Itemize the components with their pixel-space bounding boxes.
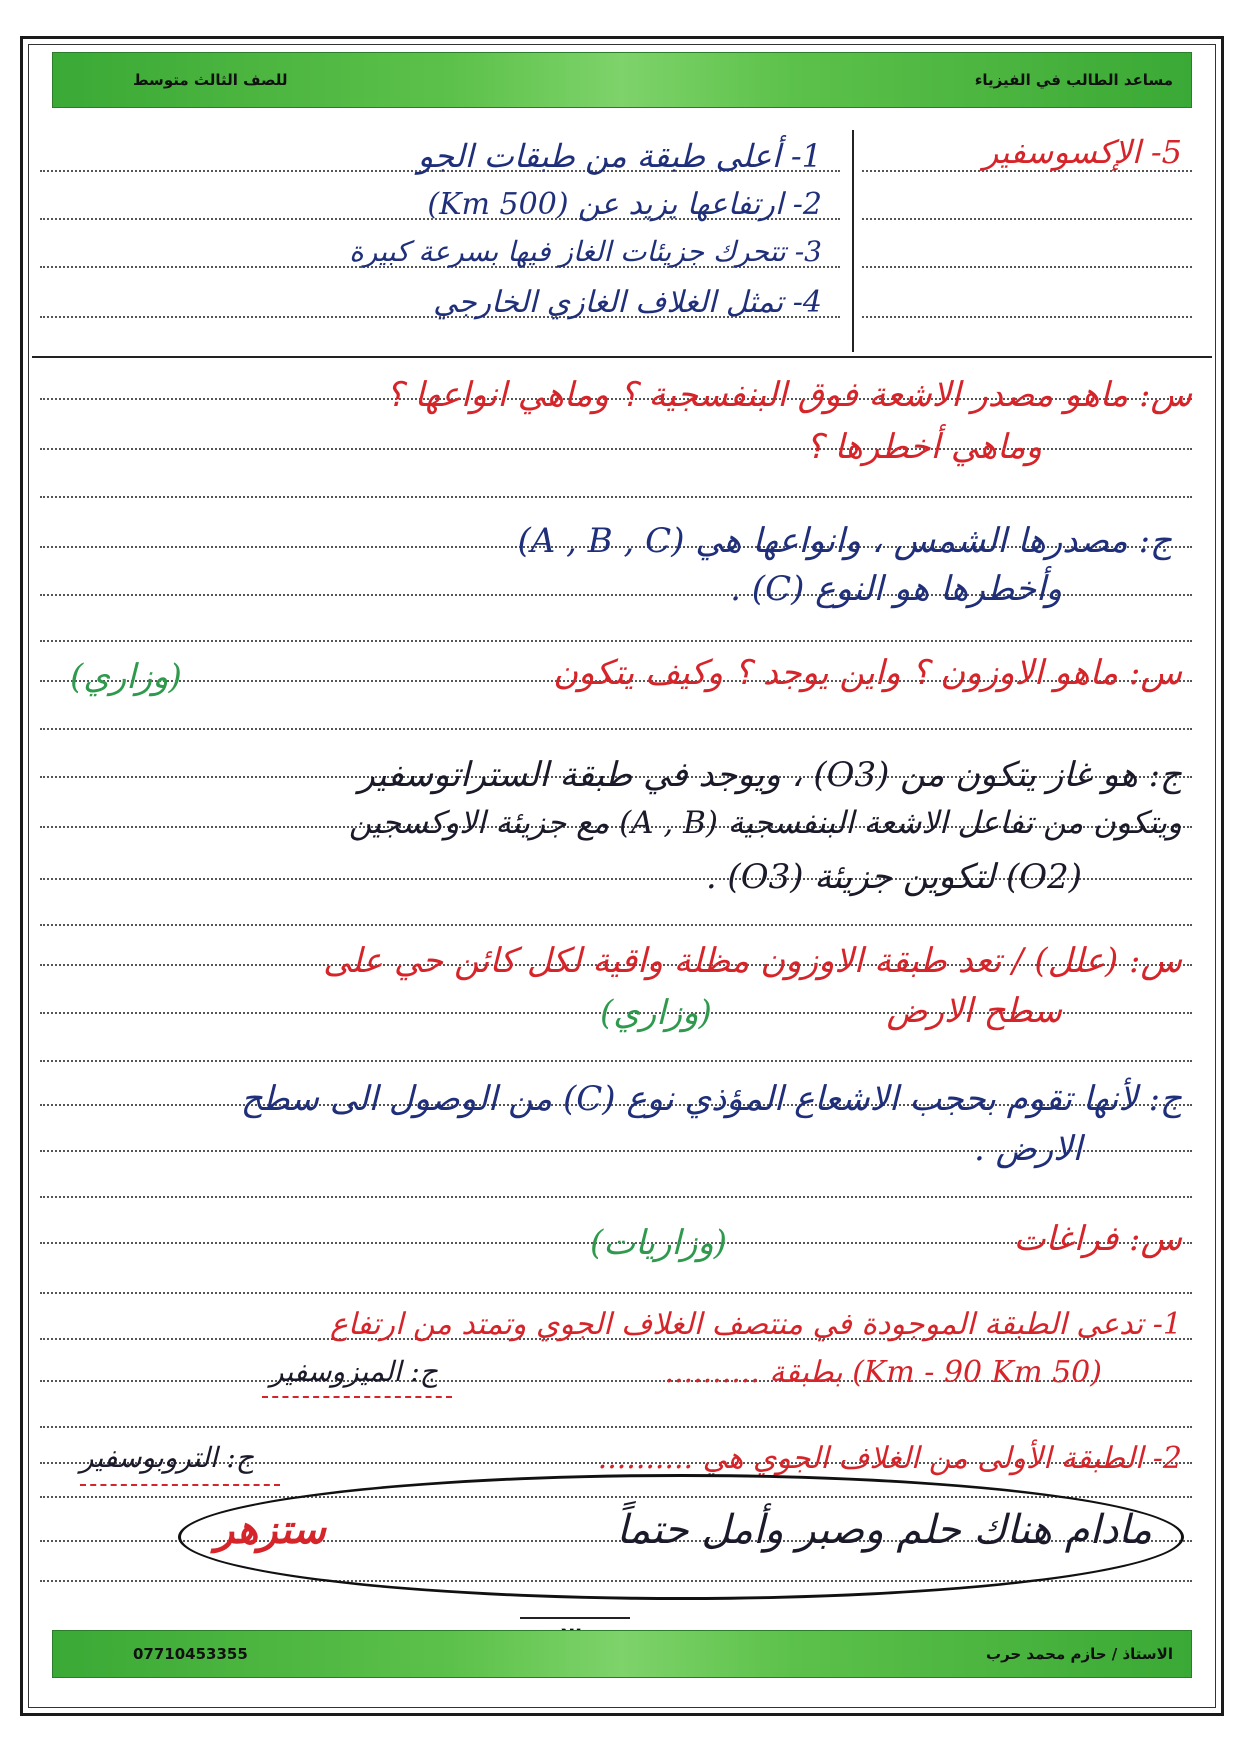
- header-band: [52, 52, 1192, 108]
- table-point-3: 3- تتحرك جزيئات الغاز فيها بسرعة كبيرة: [349, 235, 822, 268]
- ruled-line: [40, 1426, 1192, 1428]
- q2-answer-line2: ويتكون من تفاعل الاشعة البنفسجية (A , B) مع جزيئة الاوكسجين: [348, 805, 1182, 841]
- q3-tag: (وزاري): [600, 993, 712, 1033]
- ruled-line: [40, 728, 1192, 730]
- header-grade: للصف الثالث متوسط: [133, 71, 288, 89]
- q4-item1-line1: 1- تدعى الطبقة الموجودة في منتصف الغلاف الجوي وتمتد من ارتفاع: [329, 1307, 1182, 1342]
- q3-answer-line1: ج: لأنها تقوم بحجب الاشعاع المؤذي نوع (C) من الوصول الى سطح: [240, 1079, 1182, 1119]
- q2-answer-line3: (O2) لتكوين جزيئة (O3) .: [705, 857, 1082, 897]
- footer-phone: 07710453355: [133, 1645, 248, 1663]
- table-bottom-rule: [32, 356, 1212, 358]
- q1-answer-line1: ج: مصدرها الشمس ، وانواعها هي (A , B , C): [517, 521, 1172, 561]
- header-subject: مساعد الطالب في الفيزياء: [974, 71, 1173, 89]
- footer-teacher: الاستاذ / حازم محمد حرب: [986, 1645, 1173, 1663]
- q4-question: س: فراغات: [1013, 1219, 1182, 1259]
- q1-question-line2: وماهي أخطرها ؟: [805, 427, 1042, 467]
- table-divider: [852, 130, 854, 352]
- ruled-line: [40, 496, 1192, 498]
- q2-tag: (وزاري): [70, 657, 182, 697]
- ruled-line: [40, 1060, 1192, 1062]
- table-term: 5- الإكسوسفير: [982, 133, 1182, 171]
- q4-item1-line2: (50 Km - 90 Km) بطبقة ..........: [664, 1355, 1102, 1390]
- q3-answer-line2: الارض .: [974, 1129, 1082, 1169]
- q4-tag: (وزاريات): [590, 1223, 728, 1263]
- ruled-line: [40, 1292, 1192, 1294]
- table-point-4: 4- تمثل الغلاف الغازي الخارجي: [433, 285, 822, 320]
- table-point-2: 2- ارتفاعها يزيد عن (500 Km): [427, 187, 822, 222]
- q3-question-line2: سطح الارض: [886, 991, 1062, 1031]
- q4-item2-answer: ج: التروبوسفير: [80, 1441, 254, 1474]
- q4-item2: 2- الطبقة الأولى من الغلاف الجوي هي ..........: [597, 1441, 1182, 1476]
- q1-question-line1: س: ماهو مصدر الاشعة فوق البنفسجية ؟ وماهي انواعها ؟: [385, 375, 1192, 415]
- motto-text: مادام هناك حلم وصبر وأمل حتماً: [616, 1507, 1152, 1553]
- motto-highlight: ستزهر: [215, 1506, 326, 1553]
- footer-band: [52, 1630, 1192, 1678]
- table-point-1: 1- أعلى طبقة من طبقات الجو: [417, 137, 822, 175]
- q2-question: س: ماهو الاوزون ؟ واين يوجد ؟ وكيف يتكون: [553, 653, 1182, 693]
- q3-question-line1: س: (علل) / تعد طبقة الاوزون مظلة واقية لكل كائن حي على: [323, 941, 1182, 981]
- ruled-line: [40, 924, 1192, 926]
- q2-answer-line1: ج: هو غاز يتكون من (O3) ، ويوجد في طبقة الستراتوسفير: [358, 755, 1182, 795]
- q4-item1-answer: ج: الميزوسفير: [270, 1355, 438, 1388]
- ruled-line: [40, 1196, 1192, 1198]
- q1-answer-line2: وأخطرها هو النوع (C) .: [730, 569, 1062, 609]
- ruled-line: [40, 640, 1192, 642]
